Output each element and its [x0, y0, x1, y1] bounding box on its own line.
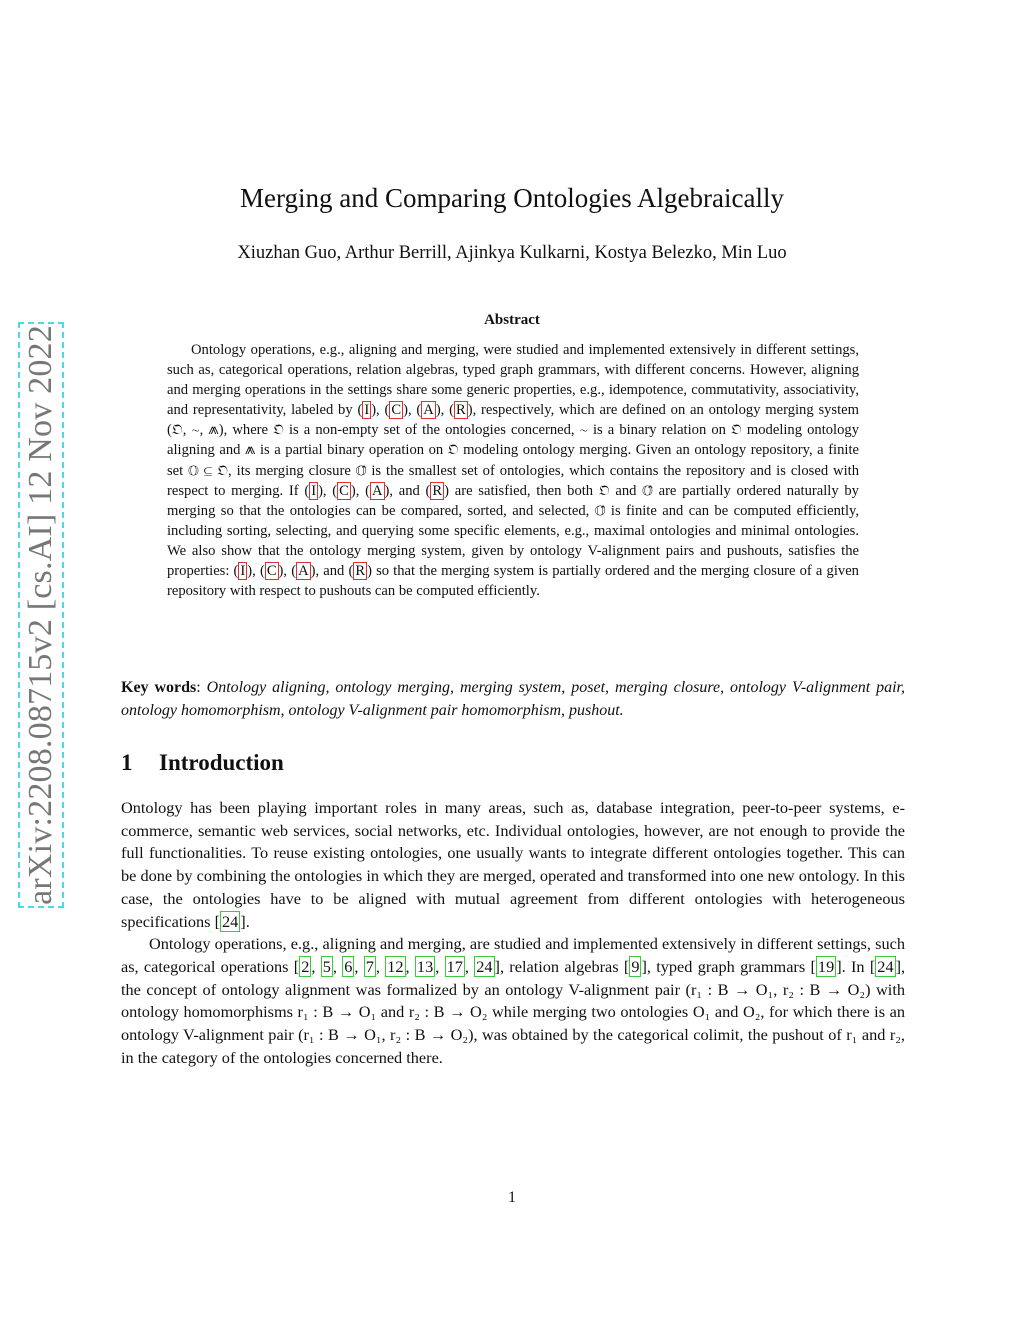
- section-number: 1: [121, 750, 133, 775]
- label-r-link[interactable]: R: [355, 563, 366, 580]
- label-c-link[interactable]: C: [391, 402, 402, 419]
- citation-19[interactable]: 19: [817, 956, 835, 976]
- label-i-link[interactable]: I: [311, 482, 317, 499]
- label-i-link[interactable]: I: [240, 563, 246, 580]
- citation-5[interactable]: 5: [322, 956, 331, 976]
- abstract-paragraph: Ontology operations, e.g., aligning and merging, were studied and implemented extensively in different settings, such as, categorical operations, relation algebras, typed graph grammars, with different concerns. However, aligning and merging operations in the settings share some generic properties, e.g., idempotence, commutativity, associativity, and representativity, labeled by ( I ), ( C ), ( A ), ( R ), respectively, which are defined on an ontology merging system (𝔒, ∼, ⩕), where 𝔒 is a non-empty set of the ontologies concerned, ∼ is a binary relation on 𝔒 modeling ontology aligning and ⩕ is a partial binary operation on 𝔒 modeling ontology merging. Given an ontology repository, a finite set 𝕆 ⊆ 𝔒, its merging closure 𝕆̂ is the smallest set of ontologies, which contains the repository and is closed with respect to merging. If ( I ), ( C ), ( A ), and ( R ) are satisfied, then both 𝔒 and 𝕆̂ are partially ordered naturally by merging so that the ontologies can be compared, sorted, and selected, 𝕆̂ is finite and can be computed efficiently, including sorting, selecting, and querying some specific elements, e.g., maximal ontologies and minimal ontologies. We also show that the ontology merging system, given by ontology V-alignment pairs and pushouts, satisfies the properties: ( I ), ( C ), ( A ), and ( R ) so that the merging system is partially ordered and the merging closure of a given repository with respect to pushouts can be computed efficiently.: [167, 342, 859, 600]
- page-number: 1: [508, 1189, 516, 1206]
- citation-24[interactable]: 24: [476, 956, 493, 976]
- abstract-text: are satisfied, then both 𝔒 and 𝕆̂ are partially ordered naturally by merging so that the ontologies can be compared, sorted, and selected, 𝕆̂ is finite and can be computed efficiently, including sorting, selecting, and querying some specific elements, e.g., maximal ontologies and minimal ontologies. We also show that the ontology merging system, given by ontology V-alignment pairs and pushouts, satisfies the properties:: [167, 482, 859, 580]
- intro-text: , the concept of ontology alignment was formalized by an ontology V-alignment pair (r₁ : B → O₁, r₂ : B → O₂) with ontology homomorphisms r₁ : B → O₁ and r₂ : B → O₂ while merging two ontologies O₁ and O₂, for which there is an ontology V-alignment pair (r₁ : B → O₁, r₂ : B → O₂), was obtained by the categorical colimit, the pushout of r₁ and r₂, in the category of the ontologies concerned there.: [121, 956, 906, 1067]
- citation-13[interactable]: 13: [416, 956, 434, 976]
- abstract-heading: Abstract: [484, 312, 540, 328]
- abstract-text: so that the merging system is partially ordered and the merging closure of a given repository with respect to pushouts can be computed efficiently.: [167, 563, 859, 600]
- abstract-text: Ontology operations, e.g., aligning and merging, were studied and implemented extensively in different settings, such as, categorical operations, relation algebras, typed graph grammars, with different concerns. However, aligning and merging operations in the settings share some generic properties, e.g., idempotence, commutativity, associativity, and representativity, labeled by: [167, 342, 859, 419]
- citation-9[interactable]: 9: [631, 956, 640, 976]
- label-c-link[interactable]: C: [339, 482, 349, 499]
- citation-24[interactable]: 24: [877, 956, 894, 976]
- citation-6[interactable]: 6: [344, 956, 353, 976]
- label-r-link[interactable]: R: [432, 482, 443, 499]
- intro-text: , relation algebras: [499, 956, 619, 976]
- intro-text: Ontology has been playing important roles in many areas, such as, database integration, peer-to-peer systems, e-commerce, semantic web services, social networks, etc. Individual ontologies, however, are not enough to provide the full functionalities. To reuse existing ontologies, one usually wants to integrate different ontologies together. This can be done by combining the ontologies in which they are merged, operated and transformed into one new ontology. In this case, the ontologies have to be aligned with mutual agreement from different ontologies with heterogeneous specifications: [121, 798, 905, 931]
- paper-title: Merging and Comparing Ontologies Algebraically: [240, 183, 784, 213]
- abstract-body: [167, 340, 859, 601]
- paper-authors: Xiuzhan Guo, Arthur Berrill, Ajinkya Kulkarni, Kostya Belezko, Min Luo: [237, 243, 787, 263]
- arxiv-id: arXiv:2208.08715v2 [cs.AI] 12 Nov 2022: [22, 325, 60, 905]
- intro-text: , typed graph grammars: [646, 956, 806, 976]
- intro-paragraph-2: Ontology operations, e.g., aligning and merging, are studied and implemented extensively in different settings, such as, categorical operations [ 2 , 5 , 6 , 7 , 12 , 13 , 17 , 24 ], relation algebras [ 9 ], typed graph grammars [ 19 ]. In [ 24 ], the concept of ontology alignment was formalized by an ontology V-alignment pair (r₁ : B → O₁, r₂ : B → O₂) with ontology homomorphisms r₁ : B → O₁ and r₂ : B → O₂ while merging two ontologies O₁ and O₂, for which there is an ontology V-alignment pair (r₁ : B → O₁, r₂ : B → O₂), was obtained by the categorical colimit, the pushout of r₁ and r₂, in the category of the ontologies concerned there.: [121, 934, 906, 1067]
- label-a-link[interactable]: A: [371, 482, 383, 499]
- introduction-body: [121, 797, 905, 1069]
- keywords-text: Ontology aligning, ontology merging, merging system, poset, merging closure, ontology V-alignment pair, ontology homomorphism, ontology V-alignment pair homomorphism, pushout.: [121, 679, 906, 719]
- keywords: Key words: Ontology aligning, ontology merging, merging system, poset, merging closure, ontology V-alignment pair, ontology homomorphism, ontology V-alignment pair homomorphism, pushout.: [121, 679, 906, 719]
- intro-text: . In: [841, 956, 865, 976]
- keywords-label: Key words: [121, 679, 197, 696]
- citation-12[interactable]: 12: [387, 956, 404, 976]
- label-a-link[interactable]: A: [298, 563, 309, 580]
- label-a-link[interactable]: A: [423, 402, 434, 419]
- arxiv-sidebar-stamp[interactable]: [18, 322, 64, 908]
- section-title: Introduction: [159, 750, 284, 775]
- citation-24[interactable]: 24: [222, 911, 239, 931]
- citation-17[interactable]: 17: [446, 956, 463, 976]
- label-c-link[interactable]: C: [266, 563, 277, 580]
- label-r-link[interactable]: R: [455, 402, 466, 419]
- citation-2[interactable]: 2: [301, 956, 310, 976]
- intro-paragraph-1: Ontology has been playing important roles in many areas, such as, database integration, peer-to-peer systems, e-commerce, semantic web services, social networks, etc. Individual ontologies, however, are not enough to provide the full functionalities. To reuse existing ontologies, one usually wants to integrate different ontologies together. This can be done by combining the ontologies in which they are merged, operated and transformed into one new ontology. In this case, the ontologies have to be aligned with mutual agreement from different ontologies with heterogeneous specifications [ 24 ].: [121, 798, 905, 931]
- intro-text: Ontology operations, e.g., aligning and merging, are studied and implemented extensively in different settings, such as, categorical operations: [121, 934, 905, 976]
- section-heading: [121, 750, 284, 776]
- citation-7[interactable]: 7: [365, 956, 374, 976]
- label-i-link[interactable]: I: [364, 402, 370, 419]
- abstract-text: respectively, which are defined on an ontology merging system (𝔒, ∼, ⩕), where 𝔒 is a non-empty set of the ontologies concerned, ∼ is a binary relation on 𝔒 modeling ontology aligning and ⩕ is a partial binary operation on 𝔒 modeling ontology merging. Given an ontology repository, a finite set 𝕆 ⊆ 𝔒, its merging closure 𝕆̂ is the smallest set of ontologies, which contains the repository and is closed with respect to merging. If: [167, 402, 859, 499]
